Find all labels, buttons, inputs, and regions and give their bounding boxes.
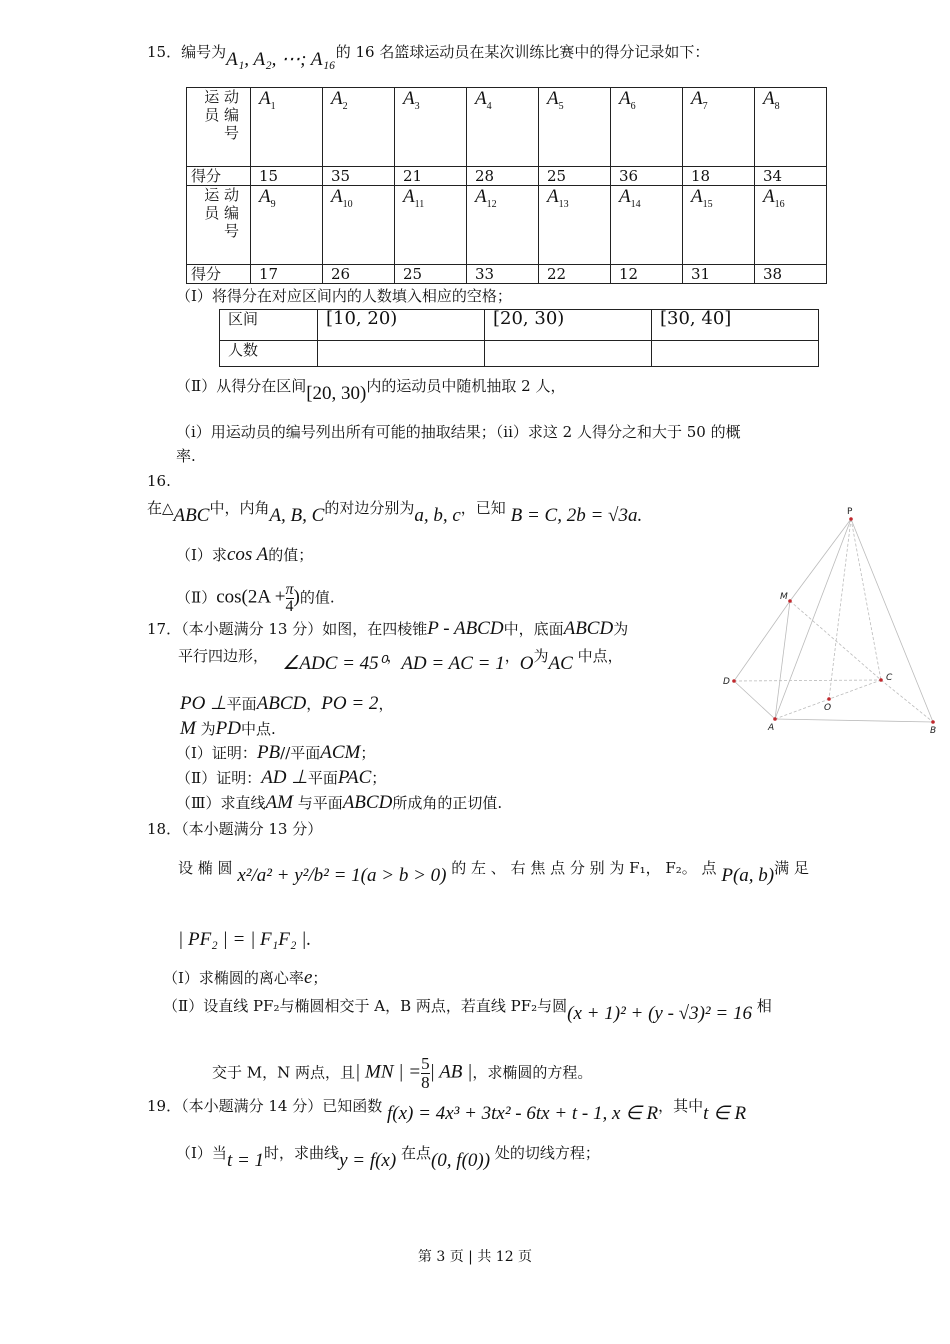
text: ； <box>312 969 328 987</box>
text: 12 <box>486 198 497 210</box>
text: 5 <box>558 100 564 112</box>
text: 中点. <box>240 720 276 738</box>
text: 满 足 <box>774 859 809 877</box>
score-cell: 34 <box>755 167 827 186</box>
q16-part1 <box>176 545 313 565</box>
math: AD ⊥ <box>261 767 308 788</box>
numerator: π <box>285 581 294 598</box>
score-cell: 26 <box>323 265 395 284</box>
score-cell: 25 <box>539 167 611 186</box>
q17-line4 <box>180 719 276 739</box>
math: (0, f(0)) <box>430 1150 491 1171</box>
math: B = C, 2b = √3a. <box>510 505 643 526</box>
score-cell: 18 <box>683 167 755 186</box>
text: 8 <box>774 100 780 112</box>
math: x²/a² + y²/b² = 1(a > b > 0) <box>237 865 447 886</box>
score-cell: 15 <box>251 167 323 186</box>
math: y = f(x) <box>339 1150 397 1171</box>
math: ABCD <box>256 693 307 714</box>
text: 9 <box>270 198 276 210</box>
id-cell: $A_{11}$ <box>395 186 467 265</box>
math: AD = AC = 1 <box>401 653 505 674</box>
math: (x + 1)² + (y - √3)² = 16 <box>567 1003 752 1024</box>
text: 平行四边形， <box>178 647 269 665</box>
text: （Ⅱ）从得分在区间 <box>176 377 307 395</box>
text: 处的切线方程； <box>494 1144 600 1162</box>
score-cell: 28 <box>467 167 539 186</box>
interval-cell: [10, 20) <box>318 310 485 341</box>
score-cell: 17 <box>251 265 323 284</box>
score-cell: 35 <box>323 167 395 186</box>
text: 11 <box>414 198 425 210</box>
text: 16 <box>774 198 785 210</box>
text: 为 <box>200 720 216 738</box>
q19-line1 <box>147 1096 747 1124</box>
text: 运 动 员 编 号 <box>204 88 239 142</box>
text: 相 <box>756 997 772 1015</box>
text: 运 动 员 编 号 <box>204 186 239 240</box>
table-row <box>220 341 819 367</box>
id-cell: $A_{14}$ <box>611 186 683 265</box>
text: ，已知 <box>460 499 506 517</box>
pyramid-figure <box>710 500 950 745</box>
q15-part2 <box>176 376 566 404</box>
table-row <box>187 167 827 186</box>
text: 4 <box>486 100 492 112</box>
text: （Ⅲ）求直线 <box>176 794 266 812</box>
fraction <box>286 582 294 615</box>
label-A: A <box>768 723 775 733</box>
q17-line3: PO ⊥平面ABCD，PO = 2， <box>180 693 394 714</box>
id-cell: $A_6$ <box>611 88 683 167</box>
fraction <box>421 1055 430 1092</box>
label-O: O <box>824 703 832 713</box>
id-cell: $A_2$ <box>323 88 395 167</box>
text: （Ⅰ）求椭圆的离心率 <box>163 969 304 987</box>
score-table <box>186 87 827 284</box>
math: AM <box>265 792 293 813</box>
math: PB <box>256 742 281 763</box>
page-footer: 第 3 页 | 共 12 页 <box>417 1249 533 1265</box>
math: | PF₂ | = | F₁F₂ |. <box>178 929 312 950</box>
q15-subparts: （i）用运动员的编号列出所有可能的抽取结果；（ii）求这 2 人得分之和大于 50 的概 <box>176 423 741 441</box>
q17-line2: 平行四边形， ∠ADC = 45⁰，AD = AC = 1，O为AC 中点， <box>178 647 623 674</box>
score-cell: 36 <box>611 167 683 186</box>
math: t ∈ R <box>703 1103 747 1124</box>
count-header: 人数 <box>220 341 318 367</box>
text: 的 左 、 右 焦 点 分 别 为 F₁， F₂。 点 <box>451 859 717 877</box>
text: 中，内角 <box>209 499 270 517</box>
text: 设 椭 圆 <box>178 859 233 877</box>
math: P - ABCD <box>427 618 504 639</box>
text: 19．（本小题满分 14 分）已知函数 <box>147 1097 383 1115</box>
math: [20, 30) <box>306 383 367 404</box>
score-cell: 38 <box>755 265 827 284</box>
text: 内的运动员中随机抽取 2 人， <box>366 377 566 395</box>
math: A₁, A₂, ⋯; A₁₆ <box>226 49 336 70</box>
q18-part1 <box>163 968 327 988</box>
text: 15．编号为 <box>147 43 227 61</box>
id-cell: $A_1$ <box>251 88 323 167</box>
text: （Ⅱ） <box>176 588 217 607</box>
q19-part1 <box>176 1143 600 1171</box>
id-cell: $A_{12}$ <box>467 186 539 265</box>
text: 6 <box>630 100 636 112</box>
text: 与平面 <box>297 794 343 812</box>
math: ABCD <box>563 618 614 639</box>
label-B: B <box>930 726 937 736</box>
text: 2 <box>342 100 348 112</box>
text: 在点 <box>400 1144 431 1162</box>
text: 时，求曲线 <box>264 1144 340 1162</box>
label-M: M <box>780 592 788 602</box>
interval-cell: [20, 30) <box>485 310 652 341</box>
q18-line3 <box>178 930 311 950</box>
text: ，其中 <box>658 1097 704 1115</box>
id-cell: $A_5$ <box>539 88 611 167</box>
score-header: 得分 <box>187 167 251 186</box>
q15-intro <box>147 42 710 70</box>
q17-part3 <box>176 793 502 813</box>
q16-stem <box>147 498 643 526</box>
id-cell: $A_{16}$ <box>755 186 827 265</box>
text: 3 <box>414 100 420 112</box>
text: （Ⅰ）求 <box>176 546 227 564</box>
text: 为 <box>613 620 629 638</box>
text: 7 <box>702 100 708 112</box>
text: 所成角的正切值. <box>392 794 503 812</box>
text: 中点， <box>577 647 623 665</box>
math: P(a, b) <box>721 865 775 886</box>
text: 的值； <box>268 546 314 564</box>
interval-table <box>219 309 819 367</box>
q15-subparts-cont: 率. <box>176 447 196 465</box>
text: ，求椭圆的方程。 <box>472 1063 593 1082</box>
math: PO = 2 <box>321 693 379 714</box>
score-cell: 22 <box>539 265 611 284</box>
id-cell: $A_9$ <box>251 186 323 265</box>
q17-line1 <box>147 619 628 639</box>
math: cos A <box>226 544 269 565</box>
math: a, b, c <box>414 505 461 526</box>
text: （Ⅱ）证明： <box>176 769 262 787</box>
text: （Ⅰ）当 <box>176 1144 227 1162</box>
label-D: D <box>723 677 730 687</box>
math: | MN | = <box>355 1061 422 1083</box>
text: 13 <box>558 198 569 210</box>
math: ) <box>293 586 300 608</box>
q18-part2 <box>163 996 772 1024</box>
id-header <box>187 186 251 265</box>
text: //平面 <box>280 744 321 762</box>
q16-part2 <box>176 582 335 615</box>
count-cell[interactable] <box>485 341 652 367</box>
table-row <box>187 265 827 284</box>
table-row <box>187 186 827 265</box>
label-P: P <box>847 507 853 517</box>
math: PD <box>215 718 241 739</box>
q17-part1: （Ⅰ）证明：PB//平面ACM； <box>176 742 376 763</box>
text: （Ⅱ）设直线 PF₂与椭圆相交于 A，B 两点，若直线 PF₂与圆 <box>163 997 568 1015</box>
denominator: 8 <box>421 1073 430 1092</box>
math: ABCD <box>342 792 393 813</box>
math: AC <box>548 653 573 674</box>
id-cell: $A_7$ <box>683 88 755 167</box>
math: PO ⊥ <box>180 693 227 714</box>
math: | AB | <box>429 1061 473 1083</box>
score-cell: 12 <box>611 265 683 284</box>
text: 14 <box>630 198 641 210</box>
denominator: 4 <box>285 598 294 615</box>
text: 在△ <box>147 499 174 517</box>
math: ∠ADC = 45⁰ <box>282 653 387 674</box>
text: 平面 <box>226 695 257 713</box>
score-cell: 21 <box>395 167 467 186</box>
score-header: 得分 <box>187 265 251 284</box>
q17-part2: （Ⅱ）证明：AD ⊥平面PAC； <box>176 767 387 788</box>
score-cell: 31 <box>683 265 755 284</box>
text: 中，底面 <box>503 620 564 638</box>
text: 交于 M，N 两点，且 <box>212 1063 356 1082</box>
q15-part1: （Ⅰ）将得分在对应区间内的人数填入相应的空格； <box>176 287 512 305</box>
text: 1 <box>270 100 276 112</box>
q18-title: 18．（本小题满分 13 分） <box>147 820 323 838</box>
math: f(x) = 4x³ + 3tx² - 6tx + t - 1, x ∈ R <box>387 1103 659 1124</box>
table-row <box>187 88 827 167</box>
text: 的 16 名篮球运动员在某次训练比赛中的得分记录如下： <box>335 43 710 61</box>
q18-part2-cont <box>212 1055 592 1092</box>
id-cell: $A_{13}$ <box>539 186 611 265</box>
id-cell: $A_{15}$ <box>683 186 755 265</box>
score-cell: 25 <box>395 265 467 284</box>
text: 为 <box>533 647 549 665</box>
table-row <box>220 310 819 341</box>
id-cell: $A_3$ <box>395 88 467 167</box>
label-C: C <box>886 673 893 683</box>
id-cell: $A_8$ <box>755 88 827 167</box>
numerator: 5 <box>421 1054 430 1073</box>
q16-number: 16. <box>147 472 171 490</box>
count-cell[interactable] <box>318 341 485 367</box>
score-cell: 33 <box>467 265 539 284</box>
text: 的对边分别为 <box>324 499 415 517</box>
math: ABC <box>173 505 210 526</box>
math: t = 1 <box>226 1150 265 1171</box>
math: A, B, C <box>269 505 325 526</box>
math: PAC <box>337 767 372 788</box>
interval-cell: [30, 40] <box>652 310 819 341</box>
id-header <box>187 88 251 167</box>
text: 平面 <box>307 769 338 787</box>
id-cell: $A_{10}$ <box>323 186 395 265</box>
count-cell[interactable] <box>652 341 819 367</box>
math: O <box>519 653 534 674</box>
math: cos(2A + <box>216 586 286 608</box>
interval-header: 区间 <box>220 310 318 341</box>
text: 17．（本小题满分 13 分）如图，在四棱锥 <box>147 620 428 638</box>
text: 15 <box>702 198 713 210</box>
math: ACM <box>320 742 361 763</box>
text: 的值. <box>299 588 335 607</box>
q18-line2 <box>178 858 809 886</box>
math: e <box>303 967 313 988</box>
text: 10 <box>342 198 353 210</box>
math: M <box>180 718 196 739</box>
id-cell: $A_4$ <box>467 88 539 167</box>
text: （Ⅰ）证明： <box>176 744 257 762</box>
